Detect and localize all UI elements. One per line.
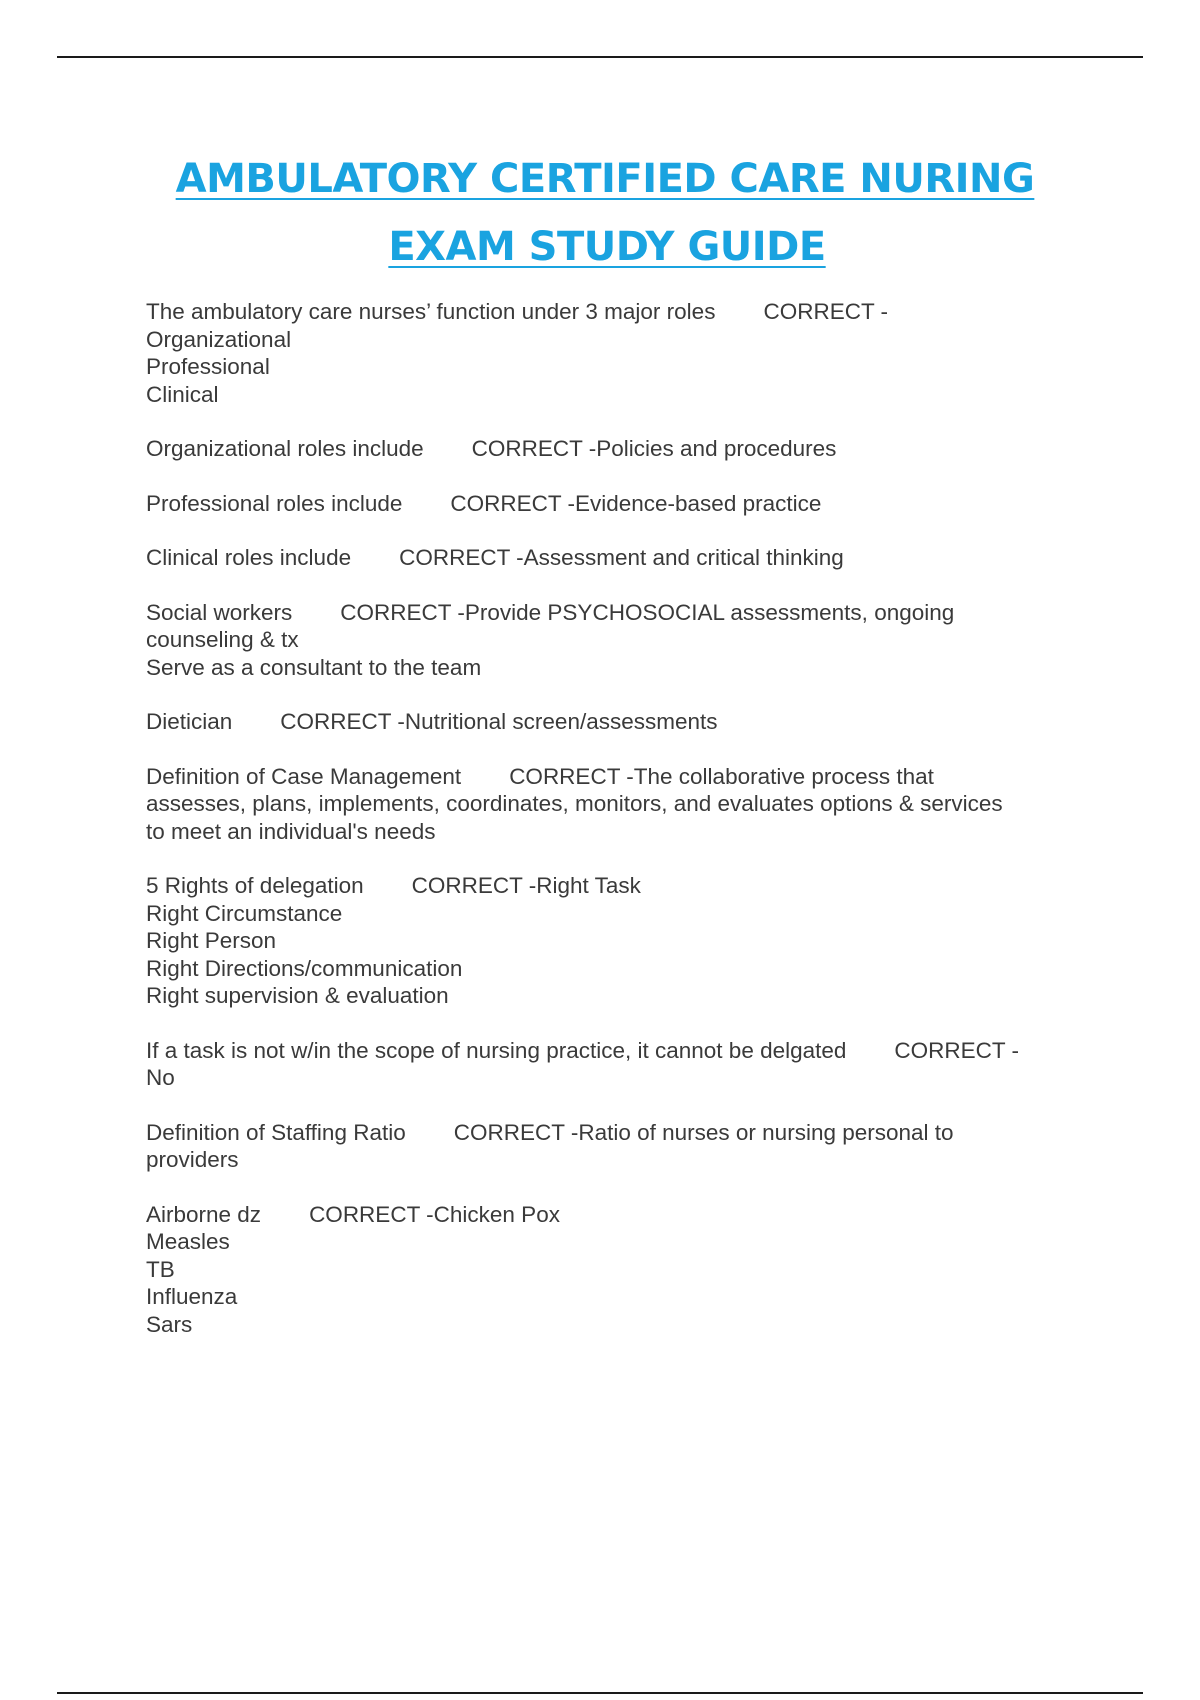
- top-rule: [57, 56, 1143, 58]
- qa-first-line: [146, 490, 1086, 518]
- qa-item: [146, 708, 1086, 736]
- qa-item: [146, 490, 1086, 518]
- question-text: 5 Rights of delegation: [146, 873, 364, 898]
- qa-first-line: [146, 298, 1086, 326]
- answer-line: Sars: [146, 1311, 193, 1337]
- answer-text: CORRECT -Nutritional screen/assessments: [280, 709, 718, 734]
- question-text: Definition of Case Management: [146, 763, 462, 789]
- answer-text: CORRECT -The collaborative process that: [509, 763, 934, 789]
- qa-item: [146, 435, 1086, 463]
- answer-line: Right Person: [146, 928, 277, 953]
- qa-item: [146, 1201, 1086, 1339]
- answer-text: CORRECT -Right Task: [411, 873, 641, 898]
- answer-line: to meet an individual's needs: [146, 818, 436, 844]
- qa-item: [146, 1037, 1086, 1092]
- qa-first-line: [146, 763, 1086, 791]
- answer-text: CORRECT -Assessment and critical thinking: [399, 545, 844, 570]
- qa-first-line: [146, 1201, 1086, 1229]
- answer-text: CORRECT -Ratio of nurses or nursing personal to: [453, 1119, 954, 1145]
- answer-line: Organizational: [146, 326, 292, 352]
- qa-item: [146, 298, 1086, 408]
- qa-item: [146, 763, 1086, 846]
- answer-line: TB: [146, 1256, 175, 1282]
- qa-first-line: [146, 708, 1086, 736]
- answer-line: Professional: [146, 354, 270, 379]
- question-text: The ambulatory care nurses’ function under 3 major roles: [146, 299, 716, 324]
- question-text: Professional roles include: [146, 490, 403, 516]
- question-text: Social workers: [146, 599, 293, 625]
- question-text: Airborne dz: [146, 1201, 262, 1227]
- question-text: Organizational roles include: [146, 436, 424, 461]
- question-text: If a task is not w/in the scope of nursing practice, it cannot be delgated: [146, 1037, 847, 1063]
- answer-line: Right Directions/communication: [146, 955, 463, 981]
- answer-line: Right Circumstance: [146, 900, 343, 926]
- answer-line: Measles: [146, 1229, 230, 1254]
- qa-item: [146, 599, 1086, 682]
- qa-first-line: [146, 872, 1086, 900]
- qa-first-line: [146, 1119, 1086, 1147]
- answer-text: CORRECT -Chicken Pox: [309, 1201, 560, 1227]
- question-text: Dietician: [146, 709, 233, 734]
- document-title: [0, 145, 1200, 281]
- qa-first-line: [146, 435, 1086, 463]
- answer-line: Influenza: [146, 1284, 238, 1309]
- answer-text: CORRECT -Evidence-based practice: [450, 490, 822, 516]
- answer-text: CORRECT -Policies and procedures: [471, 436, 837, 461]
- bottom-rule: [57, 1692, 1143, 1694]
- answer-line: Clinical: [146, 381, 219, 407]
- answer-line: counseling & tx: [146, 627, 299, 652]
- qa-first-line: [146, 1037, 1086, 1065]
- title-line-2: EXAM STUDY GUIDE: [388, 224, 826, 270]
- answer-text: CORRECT -: [763, 299, 889, 324]
- answer-line: providers: [146, 1147, 239, 1172]
- question-text: Clinical roles include: [146, 545, 352, 570]
- study-guide-content: [146, 298, 1086, 1365]
- answer-text: CORRECT -Provide PSYCHOSOCIAL assessments, ongoing: [340, 599, 955, 625]
- answer-line: No: [146, 1065, 175, 1090]
- qa-item: [146, 1119, 1086, 1174]
- question-text: Definition of Staffing Ratio: [146, 1119, 406, 1145]
- answer-line: Right supervision & evaluation: [146, 983, 449, 1008]
- qa-first-line: [146, 599, 1086, 627]
- qa-item: [146, 544, 1086, 572]
- qa-first-line: [146, 544, 1086, 572]
- answer-text: CORRECT -: [894, 1037, 1020, 1063]
- title-line-1: AMBULATORY CERTIFIED CARE NURING: [175, 156, 1035, 202]
- qa-item: [146, 872, 1086, 1010]
- answer-line: assesses, plans, implements, coordinates, monitors, and evaluates options & services: [146, 791, 1003, 816]
- answer-line: Serve as a consultant to the team: [146, 654, 482, 680]
